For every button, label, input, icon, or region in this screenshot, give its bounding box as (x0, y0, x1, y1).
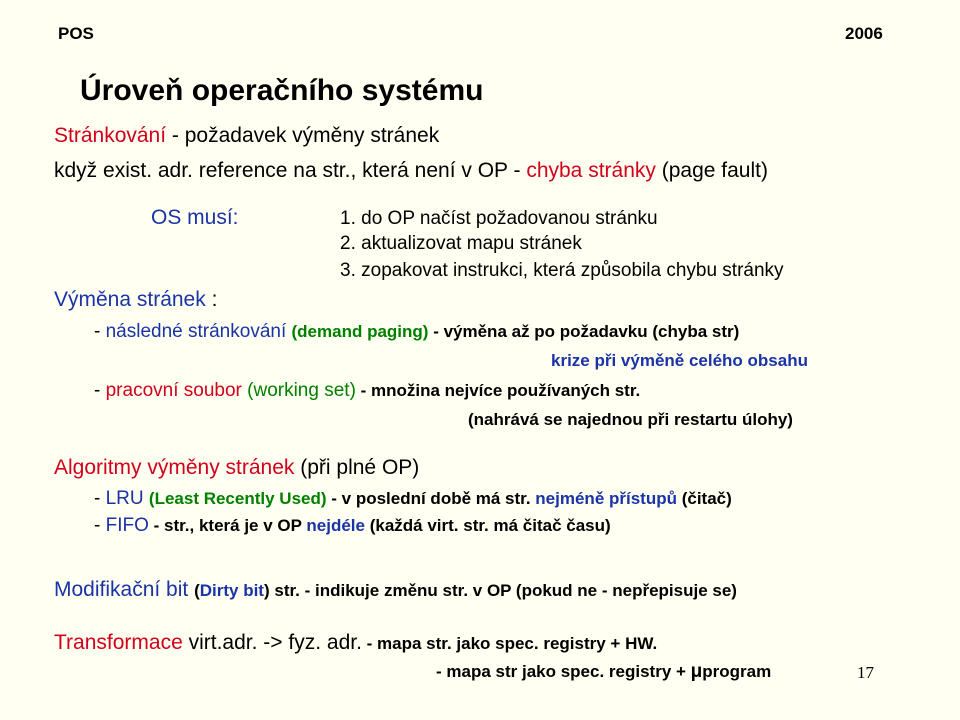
working-set-line (94, 380, 640, 402)
reload-note: (nahrává se najednou při restartu úlohy) (468, 410, 793, 429)
lru-accent: nejméně přístupů (535, 489, 677, 508)
crisis-note: krize při výměně celého obsahu (551, 351, 808, 370)
modbit-term: Modifikační bit (54, 578, 189, 601)
fifo-dash: - (94, 515, 106, 536)
transform-line2 (436, 661, 771, 683)
replacement-heading-text: Výměna stránek (54, 288, 206, 311)
lru-dash: - (94, 488, 106, 509)
modbit-line (54, 578, 737, 602)
paging-term: Stránkování (54, 124, 167, 147)
demand-rest: - výměna až po požadavku (chyba str) (428, 322, 740, 341)
fifo-end: (každá virt. str. má čitač času) (364, 516, 611, 535)
page-fault-highlight: chyba stránky (526, 159, 656, 182)
algorithms-heading-text: Algoritmy výměny stránek (54, 456, 295, 479)
os-must-item: 2. aktualizovat mapu stránek (340, 233, 582, 254)
working-paren: (working set) (247, 380, 356, 401)
lru-name: LRU (105, 488, 144, 509)
algorithms-heading-tail: (při plné OP) (294, 456, 420, 479)
modbit-rest: str. - indikuje změnu str. v OP (pokud ne - nepřepisuje se) (269, 581, 737, 600)
page-fault-line (54, 159, 768, 183)
transform-mid: virt.adr. -> fyz. adr. (182, 631, 362, 654)
transform-term: Transformace (54, 631, 183, 654)
page-title: Úroveň operačního systému (80, 74, 484, 107)
lru-mid: - v poslední době má str. (326, 489, 536, 508)
lru-end: (čitač) (676, 489, 732, 508)
fifo-accent: nejdéle (306, 516, 365, 535)
paging-line (54, 124, 439, 148)
working-rest: - množina nejvíce používaných str. (355, 381, 641, 400)
lru-line (94, 488, 732, 510)
algorithms-heading (54, 456, 419, 480)
page-fault-text: když exist. adr. reference na str., která není v OP - (54, 159, 527, 182)
demand-paren: (demand paging) (291, 322, 429, 341)
modbit-paren-term: Dirty bit (199, 581, 264, 600)
page-number: 17 (857, 663, 874, 682)
header-left: POS (58, 24, 94, 43)
demand-dash: - (94, 321, 106, 342)
demand-paging-line (94, 321, 739, 343)
mu-symbol: μ (690, 661, 703, 682)
page-fault-tail: (page fault) (655, 159, 768, 182)
header-right: 2006 (845, 24, 883, 43)
transform-line2-pre: - mapa str jako spec. registry + (436, 662, 691, 681)
replacement-heading (54, 288, 217, 312)
replacement-heading-colon: : (205, 288, 218, 311)
fifo-line (94, 515, 611, 537)
os-must-item: 1. do OP načíst požadovanou stránku (340, 208, 658, 229)
lru-paren: (Least Recently Used) (148, 489, 327, 508)
os-must-item: 3. zopakovat instrukci, která způsobila chybu stránky (340, 260, 784, 281)
paging-rest: - požadavek výměny stránek (166, 124, 440, 147)
modbit-paren-close: ) (263, 581, 270, 600)
fifo-mid: - str., která je v OP (148, 516, 307, 535)
transform-line2-post: program (702, 662, 772, 681)
working-dash: - (94, 380, 106, 401)
modbit-paren-open: ( (194, 581, 200, 600)
transform-line (54, 631, 657, 655)
working-term: pracovní soubor (105, 380, 242, 401)
transform-rest: - mapa str. jako spec. registry + HW. (361, 634, 658, 653)
os-must-label: OS musí: (151, 206, 239, 229)
demand-term: následné stránkování (105, 321, 287, 342)
fifo-name: FIFO (105, 515, 149, 536)
